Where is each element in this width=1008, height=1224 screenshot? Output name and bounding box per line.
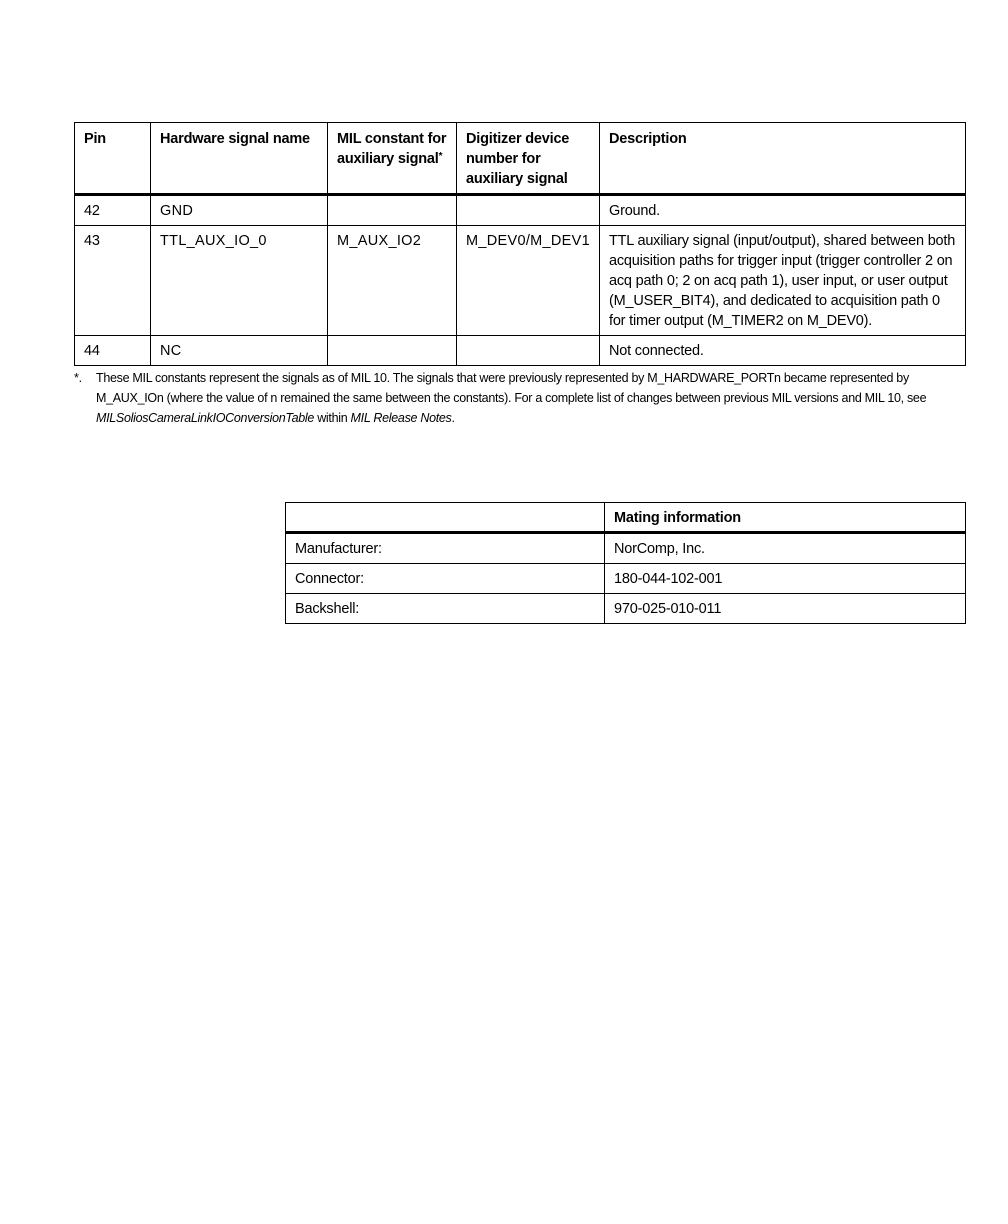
table-row xyxy=(286,594,966,624)
mating-table-header-row xyxy=(286,503,966,533)
header-mil-constant-label: MIL constant for auxiliary signal xyxy=(337,131,447,167)
footnote-link-release-notes[interactable]: MIL Release Notes xyxy=(350,411,452,425)
header-description: Description xyxy=(599,123,965,195)
cell-description: TTL auxiliary signal (input/output), shared between both acquisition paths for trigger input (trigger controller 2 on acq path 0; 2 on acq path 1), user input, or user output (M_USER_BIT4), and dedicated to acquisition path 0 for timer output (M_TIMER2 on M_DEV0). xyxy=(599,226,965,336)
cell-mil-constant xyxy=(328,336,457,366)
cell-mil-constant xyxy=(328,195,457,226)
footnote xyxy=(74,368,966,428)
cell-hardware-signal: GND xyxy=(151,195,328,226)
mating-label: Backshell: xyxy=(286,594,605,624)
mating-value: NorComp, Inc. xyxy=(605,533,966,564)
pin-assignment-table xyxy=(74,122,966,366)
footnote-marker: * xyxy=(438,151,443,162)
cell-digitizer-device xyxy=(457,195,600,226)
header-digitizer-device: Digitizer device number for auxiliary signal xyxy=(457,123,600,195)
cell-pin: 43 xyxy=(75,226,151,336)
footnote-text-part3: . xyxy=(451,411,455,425)
cell-digitizer-device: M_DEV0/M_DEV1 xyxy=(457,226,600,336)
cell-digitizer-device xyxy=(457,336,600,366)
mating-label: Manufacturer: xyxy=(286,533,605,564)
cell-description: Ground. xyxy=(599,195,965,226)
footnote-text xyxy=(96,368,966,428)
header-hardware-signal: Hardware signal name xyxy=(151,123,328,195)
mating-value: 970-025-010-011 xyxy=(605,594,966,624)
mating-value: 180-044-102-001 xyxy=(605,564,966,594)
mating-header-left xyxy=(286,503,605,533)
mating-label: Connector: xyxy=(286,564,605,594)
mating-header-right: Mating information xyxy=(605,503,966,533)
footnote-label: *. xyxy=(74,371,82,385)
table-row xyxy=(75,336,966,366)
table-row xyxy=(75,195,966,226)
footnote-link-conversion-table[interactable]: MILSoliosCameraLinkIOConversionTable xyxy=(96,411,315,425)
cell-description: Not connected. xyxy=(599,336,965,366)
footnote-text-part2: within xyxy=(314,411,351,425)
footnote-text-part1: These MIL constants represent the signals as of MIL 10. The signals that were previously represented by M_HARDWARE_PORTn became represented by M_AUX_IOn (where the value of n remained the same between the constants). For a complete list of changes between previous MIL versions and MIL 10, see xyxy=(96,371,927,405)
table-row xyxy=(75,226,966,336)
cell-hardware-signal: NC xyxy=(151,336,328,366)
cell-hardware-signal: TTL_AUX_IO_0 xyxy=(151,226,328,336)
header-mil-constant xyxy=(328,123,457,195)
table-row xyxy=(286,564,966,594)
header-pin: Pin xyxy=(75,123,151,195)
cell-mil-constant: M_AUX_IO2 xyxy=(328,226,457,336)
table-row xyxy=(286,533,966,564)
cell-pin: 42 xyxy=(75,195,151,226)
pin-table-header-row xyxy=(75,123,966,195)
cell-pin: 44 xyxy=(75,336,151,366)
mating-information-table xyxy=(285,502,966,624)
